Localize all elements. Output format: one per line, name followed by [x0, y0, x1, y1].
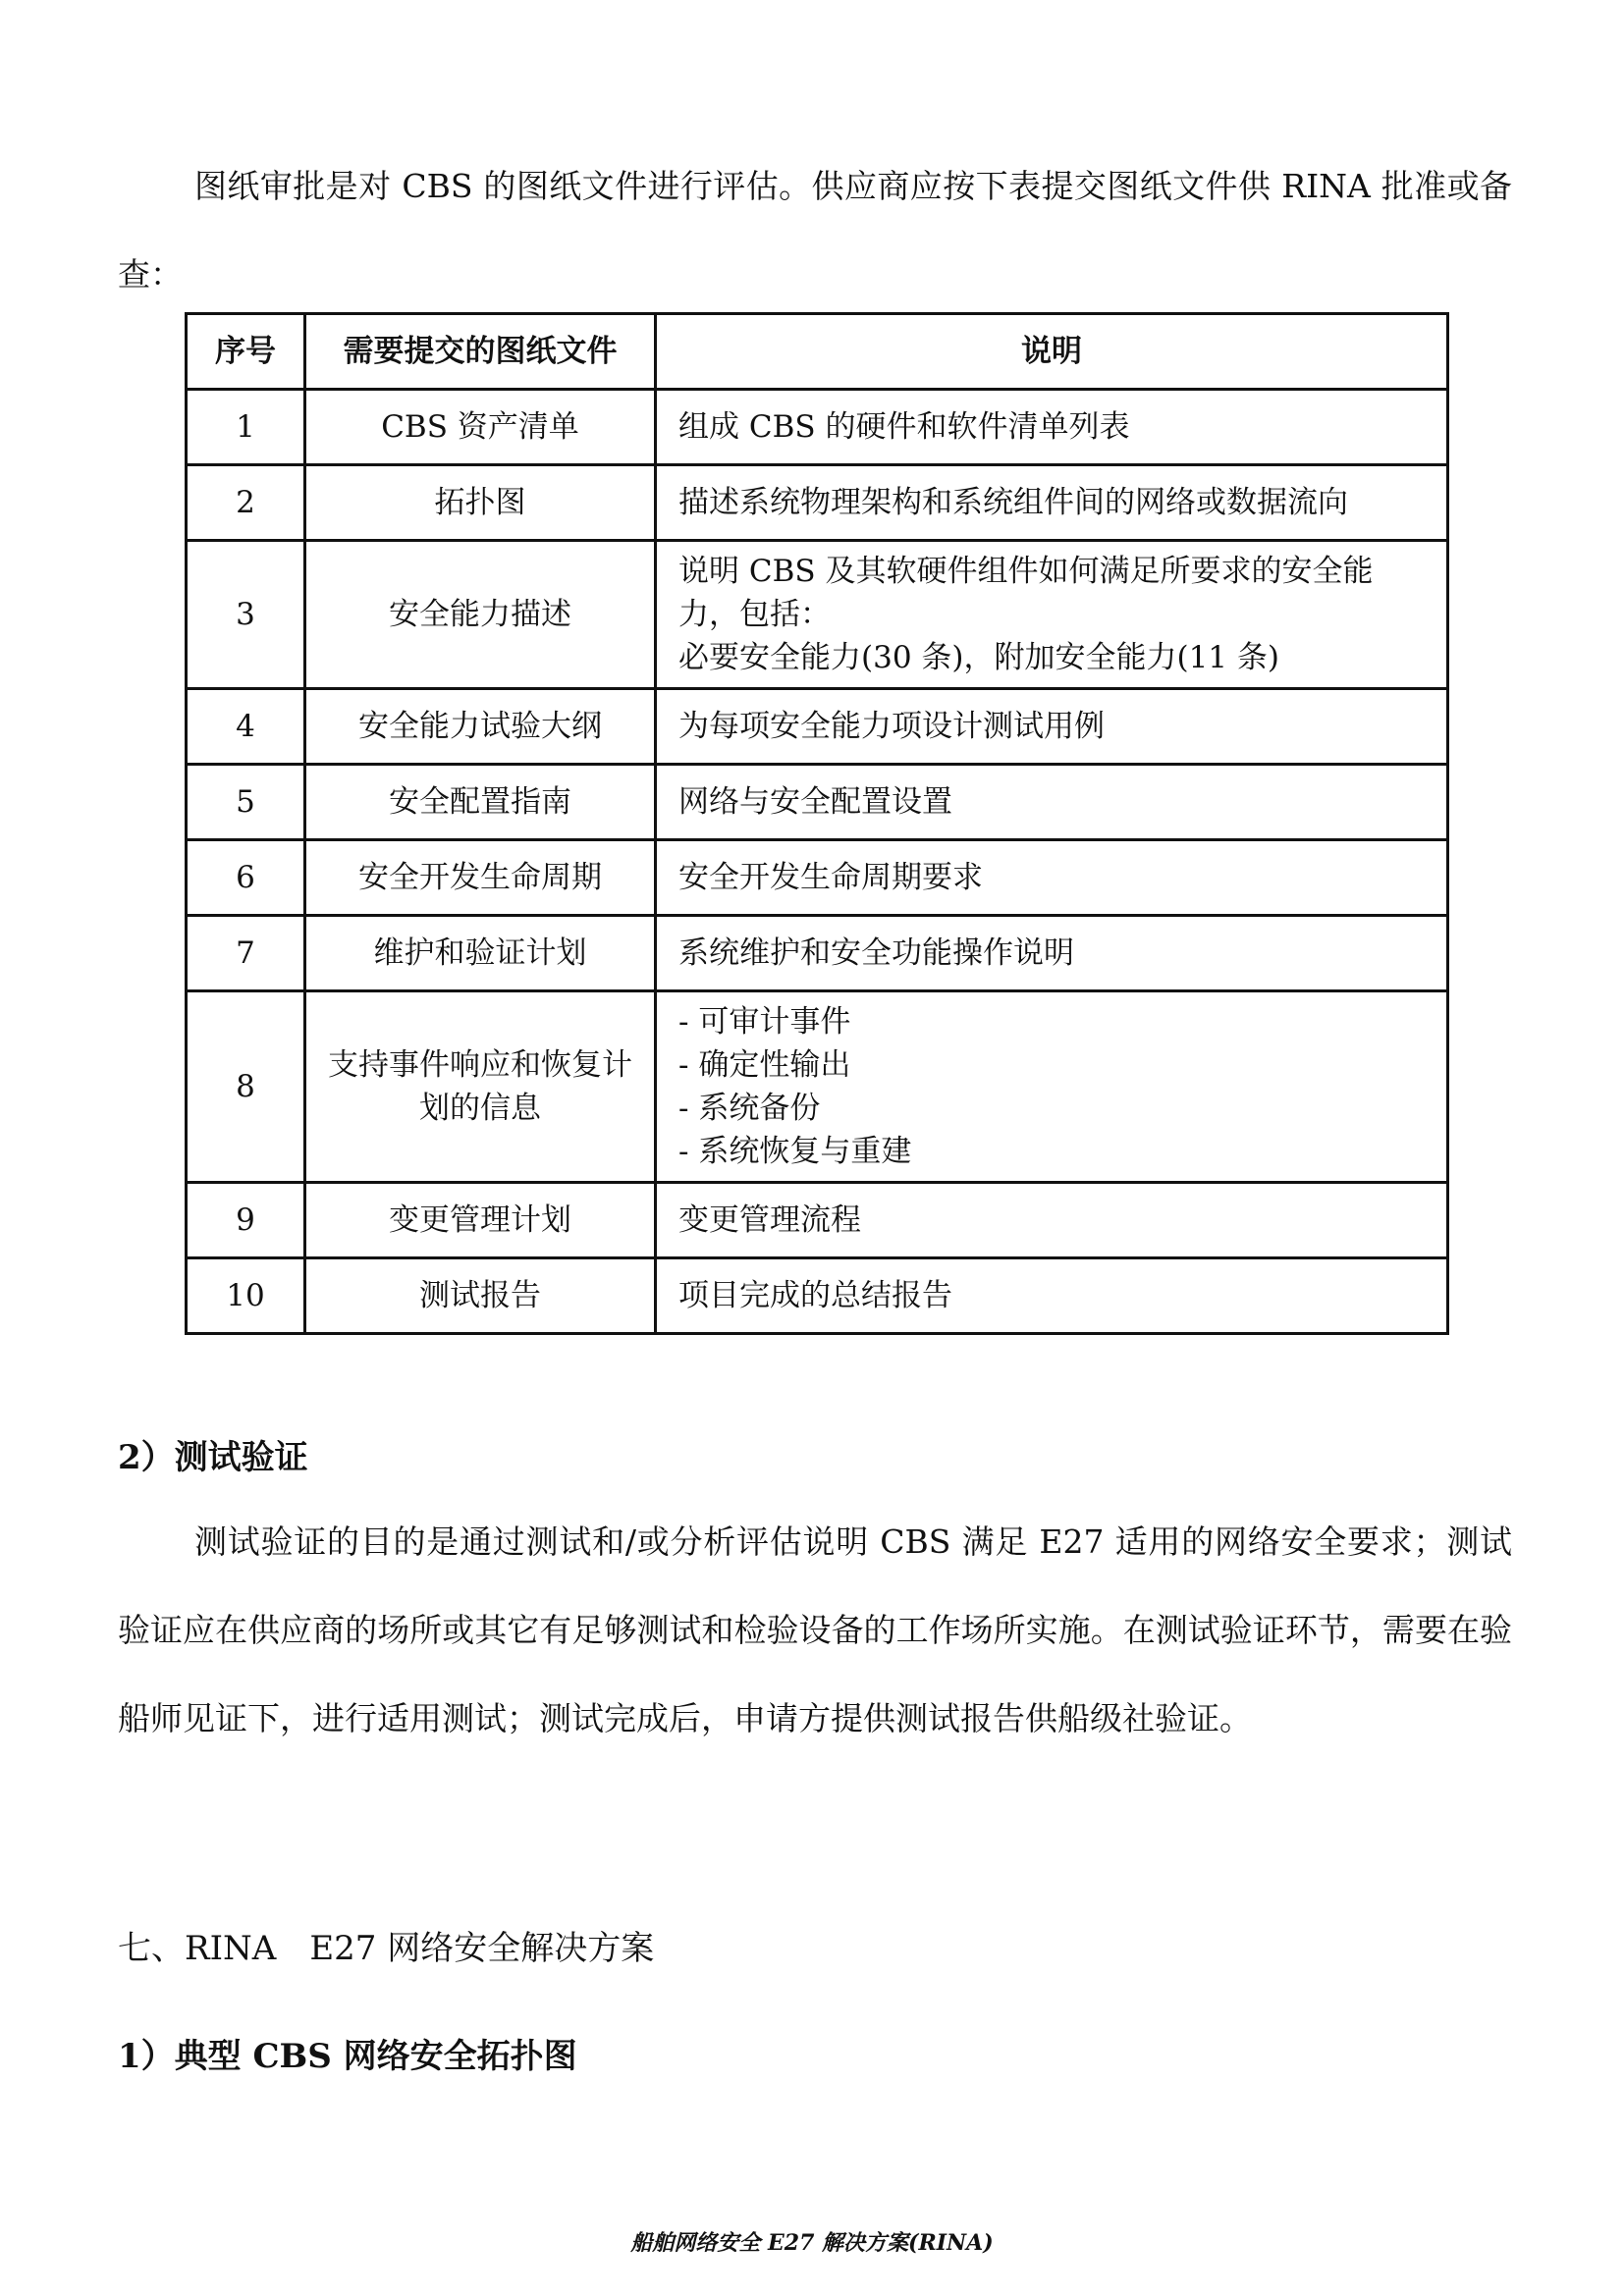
page-footer: 船舶网络安全 E27 解决方案(RINA)	[630, 2230, 994, 2256]
description-line: - 确定性输出	[678, 1047, 851, 1083]
document-description	[656, 541, 1448, 689]
row-number: 4	[187, 689, 305, 765]
table-row	[187, 1258, 1448, 1334]
description-line: 系统维护和安全功能操作说明	[678, 935, 1074, 971]
description-line: - 系统备份	[678, 1091, 821, 1126]
row-number: 7	[187, 916, 305, 991]
document-name: 安全能力描述	[305, 541, 656, 689]
row-number: 1	[187, 390, 305, 465]
header-no: 序号	[187, 314, 305, 390]
drawing-documents-table	[185, 312, 1449, 1335]
table-row	[187, 390, 1448, 465]
document-description	[656, 840, 1448, 916]
table-row	[187, 689, 1448, 765]
table-row	[187, 765, 1448, 840]
row-number: 6	[187, 840, 305, 916]
topology-heading: 1）典型 CBS 网络安全拓扑图	[118, 2037, 577, 2076]
table-row	[187, 916, 1448, 991]
header-description: 说明	[656, 314, 1448, 390]
description-line: 组成 CBS 的硬件和软件清单列表	[678, 409, 1130, 445]
row-number: 3	[187, 541, 305, 689]
test-verification-paragraph: 测试验证的目的是通过测试和/或分析评估说明 CBS 满足 E27 适用的网络安全要求；测试验证应在供应商的场所或其它有足够测试和检验设备的工作场所实施。在测试验证环节，需要在验船师见证下，进行适用测试；测试完成后，申请方提供测试报告供船级社验证。	[118, 1522, 1512, 1737]
table-row	[187, 1183, 1448, 1258]
document-name: 维护和验证计划	[305, 916, 656, 991]
description-line: 安全开发生命周期要求	[678, 860, 983, 895]
description-line: 网络与安全配置设置	[678, 784, 952, 820]
test-verification-heading: 2）测试验证	[118, 1438, 308, 1477]
row-number: 9	[187, 1183, 305, 1258]
document-description	[656, 465, 1448, 541]
table-row	[187, 840, 1448, 916]
table-row	[187, 541, 1448, 689]
row-number: 10	[187, 1258, 305, 1334]
row-number: 2	[187, 465, 305, 541]
document-name: 拓扑图	[305, 465, 656, 541]
table-body	[187, 390, 1448, 1334]
document-name: 支持事件响应和恢复计划的信息	[305, 991, 656, 1183]
table-row	[187, 465, 1448, 541]
document-description	[656, 1258, 1448, 1334]
document-description	[656, 390, 1448, 465]
document-description	[656, 1183, 1448, 1258]
document-description	[656, 765, 1448, 840]
row-number: 8	[187, 991, 305, 1183]
document-description	[656, 916, 1448, 991]
description-line: 为每项安全能力项设计测试用例	[678, 709, 1105, 744]
document-name: 安全配置指南	[305, 765, 656, 840]
intro-paragraph: 图纸审批是对 CBS 的图纸文件进行评估。供应商应按下表提交图纸文件供 RINA 批准或备查：	[118, 167, 1512, 294]
document-name: 变更管理计划	[305, 1183, 656, 1258]
document-description	[656, 991, 1448, 1183]
description-line: 说明 CBS 及其软硬件组件如何满足所要求的安全能力，包括：	[678, 554, 1374, 632]
row-number: 5	[187, 765, 305, 840]
description-line: 变更管理流程	[678, 1202, 861, 1238]
table-header-row	[187, 314, 1448, 390]
description-line: - 可审计事件	[678, 1004, 851, 1040]
document-name: CBS 资产清单	[305, 390, 656, 465]
document-name: 测试报告	[305, 1258, 656, 1334]
description-line: 必要安全能力(30 条)，附加安全能力(11 条)	[678, 640, 1279, 675]
document-description	[656, 689, 1448, 765]
description-line: - 系统恢复与重建	[678, 1134, 912, 1169]
table-row	[187, 991, 1448, 1183]
section-heading: 七、RINA E27 网络安全解决方案	[118, 1929, 655, 1968]
document-name: 安全能力试验大纲	[305, 689, 656, 765]
header-document: 需要提交的图纸文件	[305, 314, 656, 390]
description-line: 项目完成的总结报告	[678, 1278, 952, 1313]
document-name: 安全开发生命周期	[305, 840, 656, 916]
description-line: 描述系统物理架构和系统组件间的网络或数据流向	[678, 485, 1348, 520]
